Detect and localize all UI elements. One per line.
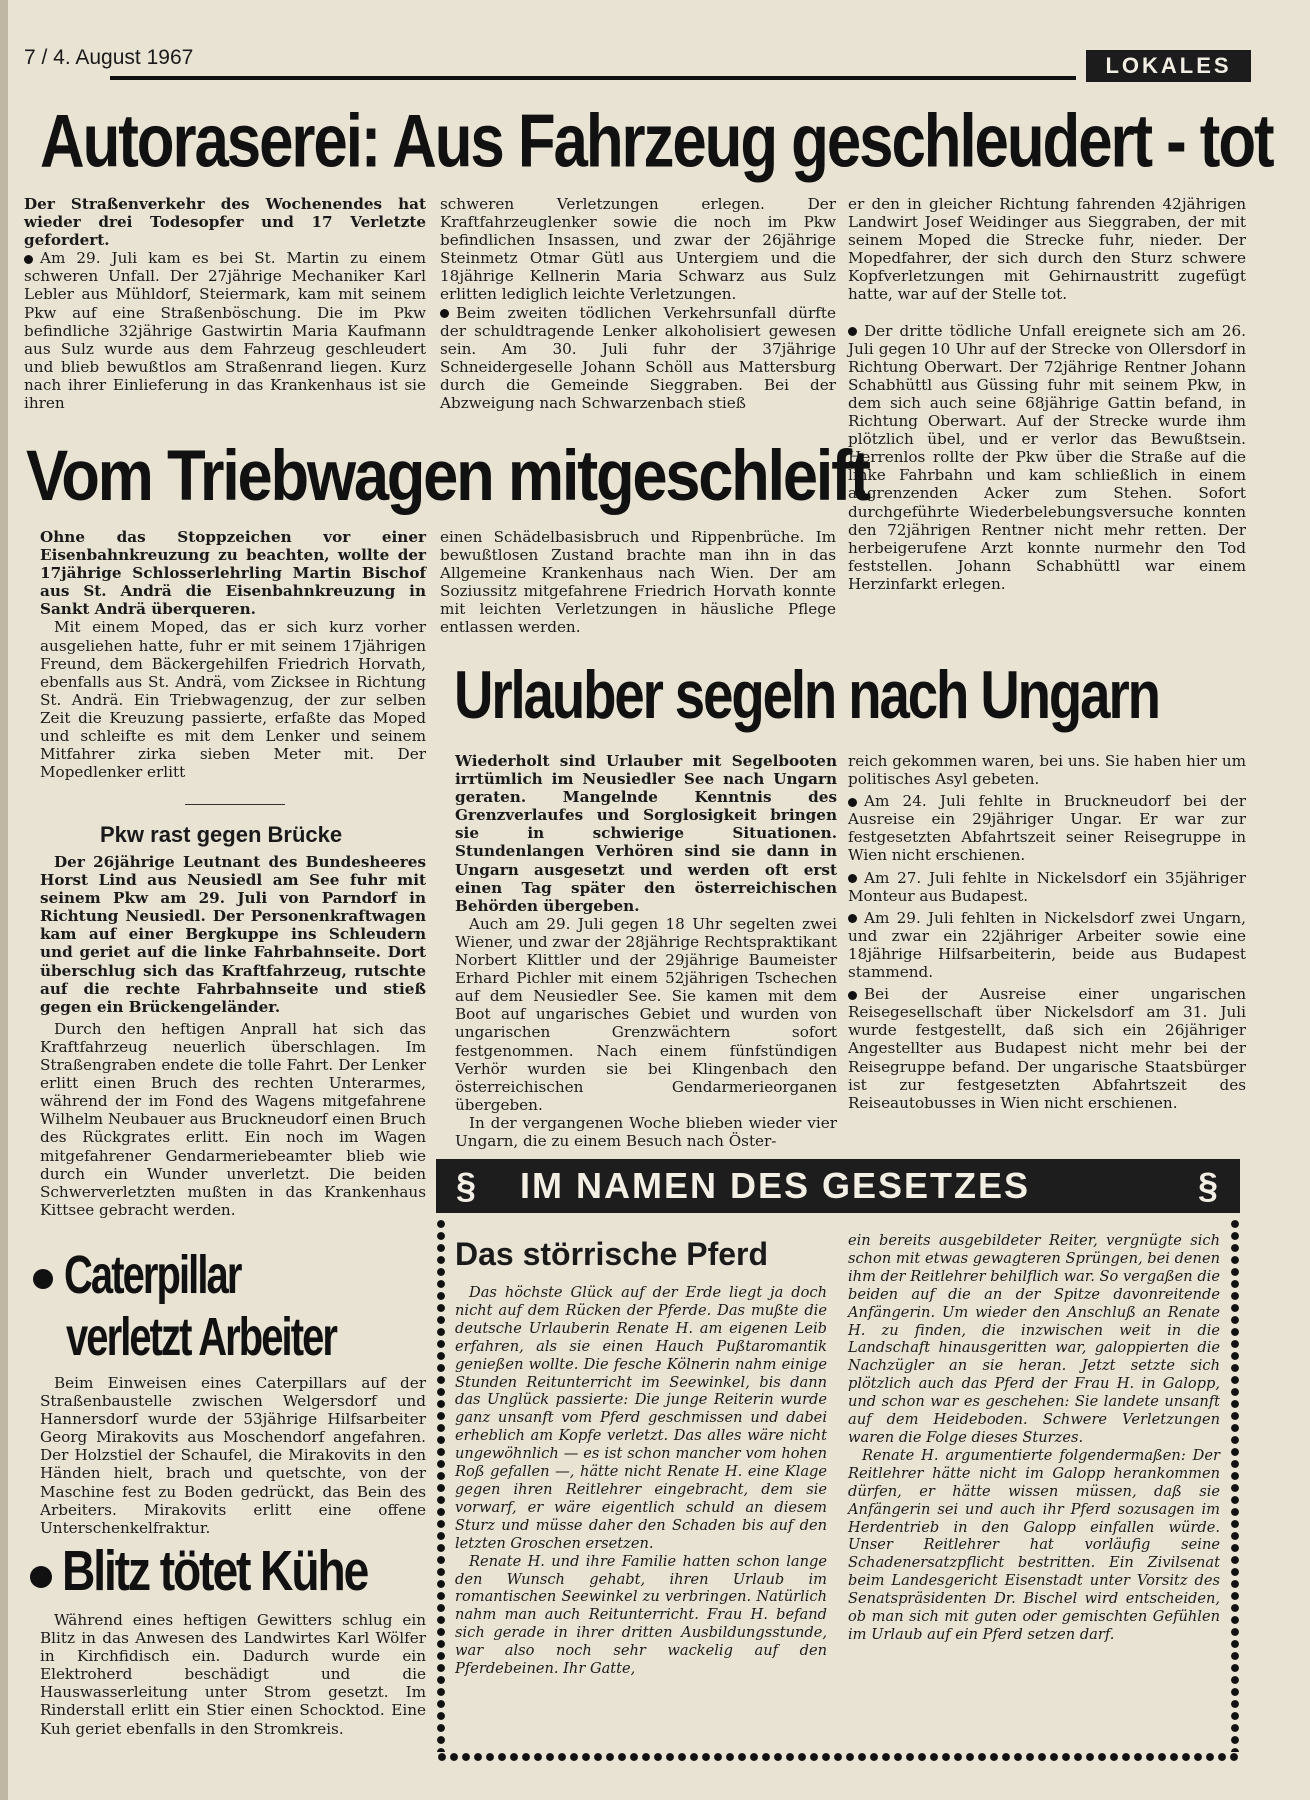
bullet-icon: [30, 1566, 52, 1588]
article2-column-2: [440, 528, 836, 648]
article6-paragraph: In der vergangenen Woche blieben wieder vier Ungarn, die zu einem Besuch nach Öster-: [455, 1113, 837, 1150]
headline-caterpillar-line2: verletzt Arbeiter: [66, 1306, 337, 1367]
bullet-icon: [33, 1269, 53, 1289]
bullet-icon: [848, 327, 857, 336]
headline-pkw-bruecke: Pkw rast gegen Brücke: [100, 822, 343, 847]
article2-paragraph: einen Schädelbasisbruch und Rippenbrüche. Im bewußtlosen Zustand brachte man ihn in das Allgemeine Krankenhaus nach Wien. Der am Soziussitz mitgefahrene Friedrich Horvath konnte mit leichten Verletzungen in häusliche Pflege entlassen werden.: [440, 528, 836, 637]
headline-autoraserei: Autoraserei: Aus Fahrzeug geschleudert - tot: [40, 99, 1273, 183]
article6-lead: Wiederholt sind Urlauber mit Segelbooten irrtümlich im Neusiedler See nach Ungarn geraten. Mangelnde Kenntnis des Grenzverlaufes und Sorglosigkeit bringen sie in schwierige Situationen. Stundenlangen Verhören sind sie dann in Ungarn ausgesetzt und werden oft erst einen Tag später den österreichischen Behörden übergeben.: [455, 752, 837, 915]
article5-body: [40, 1611, 426, 1761]
dotted-border-right: [1230, 1218, 1240, 1752]
law-paragraph: Das höchste Glück auf der Erde liegt ja doch nicht auf dem Rücken der Pferde. Das mußte die deutsche Urlauberin Renate H. am eigenen Leib erfahren, als sie einen Hauch Pußtaromantik genießen wollte. Die fesche Kölnerin nahm einige Stunden Reitunterricht im Seewinkel, bis dann das Unglück passierte: Die junge Reiterin wurde ganz unsanft vom Pferd geschmissen und dabei erheblich am Kopfe verletzt. Das alles wäre nicht ungewöhnlich — es ist schon mancher vom hohen Roß gefallen —, hätte nicht Renate H. eine Klage gegen ihren Reitlehrer eingebracht, dem sie vorwarf, er wäre eigentlich schuld an diesem Sturz und müsse daher den Schaden bis auf den letzten Groschen ersetzen.: [455, 1284, 827, 1552]
paragraph-sign-icon: §: [1197, 1165, 1218, 1206]
bullet-icon: [848, 874, 857, 883]
article3-body: [40, 853, 426, 1248]
article1-paragraph: Beim zweiten tödlichen Verkehrsunfall dürfte der schuldtragende Lenker alkoholisiert gewesen sein. Am 30. Juli fuhr der 37jährige Schneidergeselle Johann Schöll aus Mattersburg durch die Gemeinde Sieggraben. Bei der Abzweigung nach Schwarzenbach stieß: [440, 303, 836, 413]
header-rule: [110, 76, 1076, 80]
article4-paragraph: Beim Einweisen eines Caterpillars auf der Straßenbaustelle zwischen Welgersdorf und Hannersdorf wurde der 53jährige Hilfsarbeiter Georg Mirakovits aus Moschendorf angefahren. Der Holzstiel der Schaufel, die Mirakovits in den Händen hielt, brach und quetschte, von der Maschine fest zu Boden gedrückt, das Bein des Arbeiters. Mirakovits erlitt eine offene Unterschenkelfraktur.: [40, 1374, 426, 1537]
law-headline: Das störrische Pferd: [455, 1236, 769, 1272]
bullet-icon: [848, 914, 857, 923]
article3-lead: Der 26jährige Leutnant des Bundesheeres Horst Lind aus Neusiedl am See fuhr mit seinem Pkw am 29. Juli von Parndorf in Richtung Neusiedl. Der Personenkraftwagen kam auf einer Bergkuppe ins Schleudern und geriet auf die linke Fahrbahnseite. Dort überschlug sich das Kraftfahrzeug, rutschte auf die rechte Fahrbahnseite und stieß gegen ein Brückengeländer.: [40, 853, 426, 1016]
bullet-icon: [440, 309, 449, 318]
bullet-icon: [848, 991, 857, 1000]
article1-paragraph: er den in gleicher Richtung fahrenden 42jährigen Landwirt Josef Weidinger aus Sieggraben, der mit seinem Moped die Strecke fuhr, nieder. Der Mopedfahrer, der sich durch den Sturz schwere Kopfverletzungen mit Gehirnaustritt zugefügt hatte, war auf der Stelle tot.: [848, 195, 1246, 304]
article6-paragraph: reich gekommen waren, bei uns. Sie haben hier um politisches Asyl gebeten.: [848, 752, 1246, 789]
headline-urlauber: Urlauber segeln nach Ungarn: [454, 658, 1159, 734]
article1-column-2: [440, 195, 836, 450]
law-column-1: [455, 1284, 827, 1739]
bullet-icon: [24, 255, 33, 264]
law-paragraph: ein bereits ausgebildeter Reiter, vergnügte sich schon mit etwas gewagteren Sprüngen, bei denen ihm der Reitlehrer behilflich war. So vergaßen die beiden auf die an der Spitze davonreitende Anfängerin. Um wieder den Anschluß an Renate H. zu finden, die inzwischen weit in die Landschaft hinausgeritten war, galoppierten die Nachzügler an sie heran. Jetzt setzte sich plötzlich auch das Pferd der Frau H. in Galopp, und schon war es geschehen: Sie landete unsanft auf dem Heideboden. Schwere Verletzungen waren die Folge dieses Sturzes.: [848, 1232, 1220, 1446]
article2-paragraph: Mit einem Moped, das er sich kurz vorher ausgeliehen hatte, fuhr er mit seinem 17jährigen Freund, dem Bäckergehilfen Friedrich Horvath, ebenfalls aus St. Andrä, vom Zicksee in Richtung St. Andrä. Ein Triebwagenzug, der zur selben Zeit die Kreuzung passierte, erfaßte das Moped und schleifte es mit dem Lenker und seinem Mitfahrer zirka sieben Meter mit. Der Mopedlenker erlitt: [40, 618, 426, 782]
article2-lead: Ohne das Stoppzeichen vor einer Eisenbahnkreuzung zu beachten, wollte der 17jährige Schlosserlehrling Martin Bischof aus St. Andrä die Eisenbahnkreuzung in Sankt Andrä überqueren.: [40, 528, 426, 619]
paragraph-sign-icon: §: [456, 1165, 477, 1206]
dotted-border-left: [436, 1218, 446, 1752]
law-banner: [436, 1159, 1240, 1213]
page-spine-shadow: [0, 0, 8, 1800]
article1-paragraph: schweren Verletzungen erlegen. Der Kraftfahrzeuglenker sowie die noch im Pkw befindlichen Insassen, und zwar der 26jährige Steinmetz Otmar Gütl aus Untergiem und die 18jährige Kellnerin Maria Schwarz aus Sulz erlitten lediglich leichte Verletzungen.: [440, 195, 836, 304]
page-folio: 7 / 4. August 1967: [24, 46, 194, 69]
article6-paragraph: Auch am 29. Juli gegen 18 Uhr segelten zwei Wiener, und zwar der 28jährige Rechtspraktikant Norbert Klittler und der 29jährige Baumeister Erhard Pichler mit einem 52jährigen Tschechen auf dem Neusiedler See. Sie kamen mit dem Boot auf ungarisches Gebiet und wurden von ungarischen Grenzwächtern sofort festgenommen. Nach einem fünfstündigen Verhör wurden sie bei Klingenbach den österreichischen Gendarmerieorganen übergeben.: [455, 914, 837, 1114]
article3-paragraph: Durch den heftigen Anprall hat sich das Kraftfahrzeug neuerlich überschlagen. Im Straßengraben endete die tolle Fahrt. Der Lenker erlitt einen Bruch des rechten Unterarmes, während der im Fond des Wagens mitgefahrene Wilhelm Neubauer aus Bruckneudorf einen Bruch des Rückgrates erlitt. Ein noch im Wagen mitgefahrener Gendarmeriebeamter blieb wie durch ein Wunder unverletzt. Die beiden Schwerverletzten mußten in das Krankenhaus Kittsee gebracht werden.: [40, 1019, 426, 1219]
article6-paragraph: Bei der Ausreise einer ungarischen Reisegesellschaft über Nickelsdorf am 31. Juli wurde festgestellt, daß sich ein 26jähriger Angestellter aus Budapest nicht mehr bei der Reisegruppe befand. Der ungarische Staatsbürger ist zur festgesetzten Abfahrtszeit des Reiseautobusses in Wien nicht erschienen.: [848, 985, 1246, 1112]
headline-caterpillar-line1: Caterpillar: [64, 1244, 241, 1305]
article6-paragraph: Am 27. Juli fehlte in Nickelsdorf ein 35jähriger Monteur aus Budapest.: [848, 868, 1246, 905]
law-banner-title: IM NAMEN DES GESETZES: [520, 1165, 1031, 1206]
article1-paragraph: Am 29. Juli kam es bei St. Martin zu einem schweren Unfall. Der 27jährige Mechaniker Karl Lebler aus Mühldorf, Steiermark, kam mit seinem Pkw auf eine Straßenböschung. Die im Pkw befindliche 32jährige Gastwirtin Maria Kaufmann aus Sulz wurde aus dem Fahrzeug geschleudert und blieb bewußtlos am Straßenrand liegen. Kurz nach ihrer Einlieferung in das Krankenhaus ist sie ihren: [24, 249, 426, 413]
article1-lead: Der Straßenverkehr des Wochenendes hat wieder drei Todesopfer und 17 Verletzte gefordert.: [24, 195, 426, 250]
article6-column-2: [848, 752, 1246, 1147]
article6-paragraph: Am 24. Juli fehlte in Bruckneudorf bei der Ausreise ein 29jähriger Ungar. Er war zur festgesetzten Abfahrtszeit seiner Reisegruppe in Wien nicht erschienen.: [848, 792, 1246, 865]
law-column-2: [848, 1232, 1220, 1742]
headline-triebwagen: Vom Triebwagen mitgeschleift: [26, 434, 869, 516]
article1-column-3: [848, 195, 1246, 645]
article4-body: [40, 1374, 426, 1537]
bullet-icon: [848, 798, 857, 807]
article2-column-1: [40, 528, 426, 788]
section-label: LOKALES: [1086, 50, 1251, 82]
article6-column-1: [455, 752, 837, 1150]
dotted-border-bottom: [436, 1752, 1240, 1762]
separator-rule: [185, 804, 285, 805]
article5-paragraph: Während eines heftigen Gewitters schlug ein Blitz in das Anwesen des Landwirtes Karl Wölfer in Kirchfidisch ein. Dadurch wurde ein Elektroherd beschädigt und die Hauswasserleitung unter Strom gesetzt. Im Rinderstall erlitt ein Stier einen Schocktod. Eine Kuh geriet ebenfalls in den Stromkreis.: [40, 1611, 426, 1738]
headline-blitz: Blitz tötet Kühe: [62, 1540, 368, 1603]
law-paragraph: Renate H. argumentierte folgendermaßen: Der Reitlehrer hätte nicht im Galopp herankommen dürfen, er hätte wissen müssen, daß sie Anfängerin sei und auch ihr Pferd sozusagen im Herdentrieb in den Galopp einfallen würde. Unser Reitlehrer hat vorläufig seine Schadenersatzpflicht bestritten. Ein Zivilsenat beim Landesgericht Eisenstadt unter Vorsitz des Senatspräsidenten Dr. Bischel wird entscheiden, ob man sich mit guten oder gemischten Gefühlen im Urlaub auf ein Pferd setzen darf.: [848, 1446, 1220, 1643]
law-paragraph: Renate H. und ihre Familie hatten schon lange den Wunsch gehabt, ihren Urlaub im romantischen Seewinkel zu verbringen. Natürlich nahm man auch Reitunterricht. Frau H. befand sich gerade in ihrer dritten Ausbildungsstunde, war also noch sehr wackelig auf den Pferdebeinen. Ihr Gatte,: [455, 1552, 827, 1678]
article1-paragraph: Der dritte tödliche Unfall ereignete sich am 26. Juli gegen 10 Uhr auf der Strecke von Ollersdorf in Richtung Oberwart. Der 72jährige Rentner Johann Schabhüttl aus Güssing fuhr mit seinem Pkw, in dem sich auch seine 68jährige Gattin befand, in Richtung Oberwart. Auf der Strecke wurde ihm plötzlich übel, und er verlor das Bewußtsein. Herrenlos rollte der Pkw über die Straße auf die linke Fahrbahn und kam schließlich in einem angrenzenden Acker zum Stehen. Sofort durchgeführte Wiederbelebungsversuche konnten den 72jährigen Rentner nicht mehr retten. Der herbeigerufene Arzt konnte nurmehr den Tod feststellen. Johann Schabhüttl war einem Herzinfarkt erlegen.: [848, 321, 1246, 593]
article6-paragraph: Am 29. Juli fehlten in Nickelsdorf zwei Ungarn, und zwar ein 22jähriger Arbeiter sowie eine 18jährige Hilfsarbeiterin, beide aus Budapest stammend.: [848, 908, 1246, 982]
article1-column-1: [24, 195, 426, 450]
